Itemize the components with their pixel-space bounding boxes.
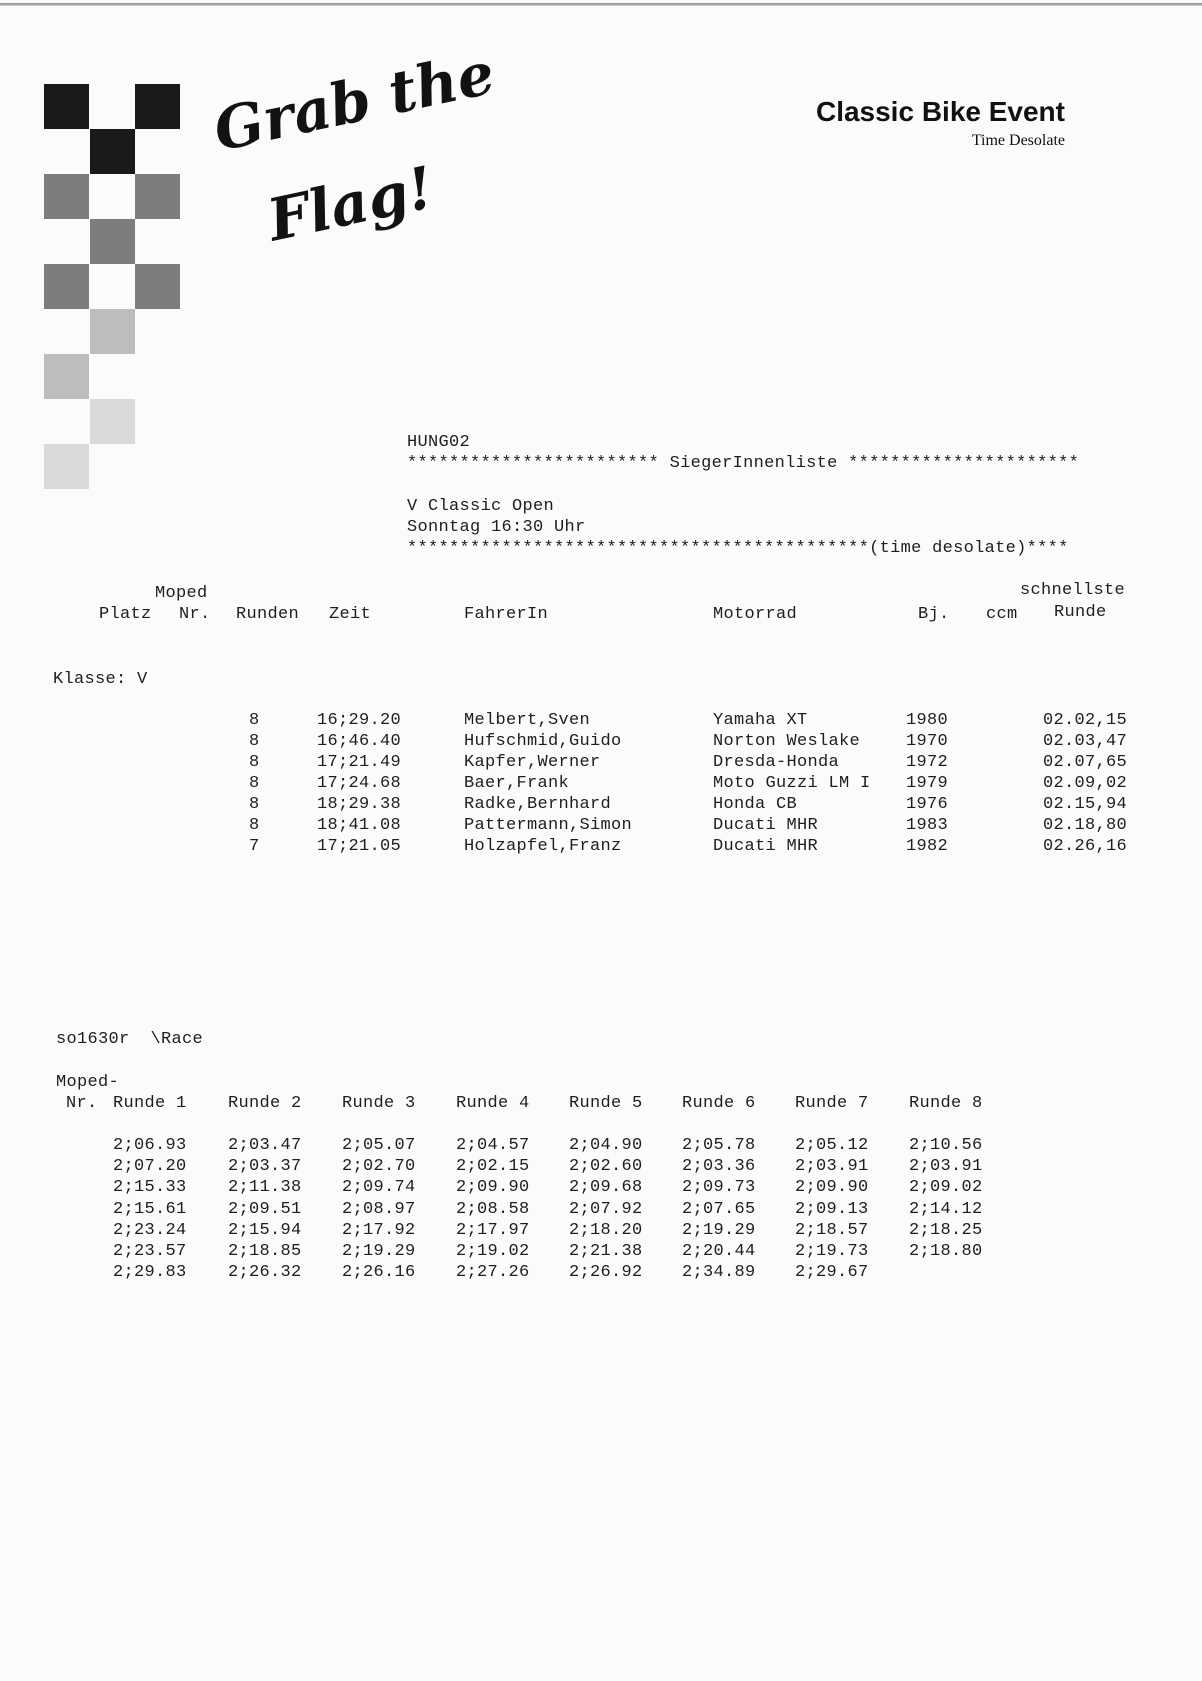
lap-cell-time: 2;19.29	[342, 1242, 416, 1261]
lap-file-label: so1630r \Race	[56, 1030, 204, 1049]
race-name: V Classic Open	[407, 497, 555, 516]
lap-cell-time: 2;09.51	[228, 1199, 302, 1219]
lap-cell-time: 2;11.38	[228, 1178, 302, 1198]
lap-cell-time: 2;09.68	[569, 1178, 643, 1198]
cell-motorrad: Ducati MHR	[713, 816, 819, 835]
lap-cell-time: 2;09.74	[342, 1178, 416, 1198]
lap-cell-time: 2;09.73	[682, 1178, 756, 1198]
cell-motorrad: Moto Guzzi LM I	[713, 774, 871, 793]
lap-cell-time: 2;03.36	[682, 1157, 756, 1177]
lap-cell-time: 2;19.29	[682, 1220, 756, 1240]
lap-cell-time: 2;20.44	[682, 1242, 756, 1261]
lap-cell-time: 2;03.91	[795, 1157, 869, 1177]
footer-label: (time desolate)	[869, 539, 1027, 558]
logo-text-line2: Flag!	[262, 153, 440, 255]
lap-cell-time: 2;08.58	[456, 1199, 530, 1219]
header-moped: Moped	[155, 584, 208, 603]
lap-cell-time: 2;29.83	[113, 1263, 187, 1283]
cell-best-lap: 02.02,15	[1043, 711, 1128, 730]
lap-cell-time: 2;18.25	[909, 1220, 983, 1240]
lap-cell-time: 2;07.65	[682, 1199, 756, 1219]
cell-best-lap: 02.15,94	[1043, 795, 1128, 814]
lap-cell-time: 2;09.90	[795, 1178, 869, 1198]
lap-header-round-5: Runde 5	[569, 1094, 643, 1113]
cell-fahrer: Holzapfel,Franz	[464, 837, 622, 856]
cell-bj: 1983	[906, 816, 949, 835]
cell-motorrad: Dresda-Honda	[713, 753, 840, 772]
header-platz: Platz	[99, 605, 152, 624]
header-zeit: Zeit	[329, 605, 372, 624]
lap-cell-time: 2;10.56	[909, 1136, 983, 1155]
report-footer-line	[407, 539, 1069, 558]
lap-cell-time: 2;26.92	[569, 1263, 643, 1283]
cell-zeit: 16;29.20	[317, 711, 402, 730]
lap-cell-time: 2;02.60	[569, 1157, 643, 1177]
lap-header-round-8: Runde 8	[909, 1094, 983, 1113]
lap-cell-time: 2;04.90	[569, 1136, 643, 1155]
cell-fahrer: Melbert,Sven	[464, 711, 591, 730]
lap-header-round-2: Runde 2	[228, 1094, 302, 1113]
cell-best-lap: 02.26,16	[1043, 837, 1128, 856]
lap-cell-time: 2;02.70	[342, 1157, 416, 1177]
cell-fahrer: Pattermann,Simon	[464, 816, 633, 835]
event-subtitle: Time Desolate	[971, 132, 1065, 149]
lap-cell-time: 2;17.97	[456, 1220, 530, 1240]
header-ccm: ccm	[986, 605, 1018, 624]
banner-stars-right: **********************	[848, 454, 1080, 473]
lap-cell-time: 2;18.20	[569, 1220, 643, 1240]
cell-bj: 1972	[906, 753, 949, 772]
lap-cell-time: 2;06.93	[113, 1136, 187, 1155]
cell-fahrer: Kapfer,Werner	[464, 753, 601, 772]
lap-cell-time: 2;27.26	[456, 1263, 530, 1283]
lap-cell-time: 2;15.94	[228, 1220, 302, 1240]
header-runden: Runden	[236, 605, 300, 624]
lap-cell-time: 2;23.24	[113, 1220, 187, 1240]
lap-header-nr: Nr.	[66, 1094, 98, 1113]
cell-motorrad: Ducati MHR	[713, 837, 819, 856]
lap-cell-time: 2;05.12	[795, 1136, 869, 1155]
cell-runden: 8	[249, 774, 260, 793]
cell-fahrer: Hufschmid,Guido	[464, 732, 622, 751]
lap-cell-time: 2;09.13	[795, 1199, 869, 1219]
footer-tail: ****	[1026, 539, 1069, 558]
header-schnellste: schnellste	[1020, 581, 1126, 600]
lap-cell-time: 2;03.91	[909, 1157, 983, 1177]
lap-cell-time: 2;26.16	[342, 1263, 416, 1283]
header-motorrad: Motorrad	[713, 605, 798, 624]
cell-runden: 8	[249, 795, 260, 814]
lap-cell-time: 2;02.15	[456, 1157, 530, 1177]
cell-best-lap: 02.07,65	[1043, 753, 1128, 772]
lap-cell-time: 2;19.73	[795, 1242, 869, 1261]
banner-title: SiegerInnenliste	[669, 454, 838, 473]
lap-cell-time: 2;21.38	[569, 1242, 643, 1261]
lap-header-round-6: Runde 6	[682, 1094, 756, 1113]
cell-zeit: 18;29.38	[317, 795, 402, 814]
cell-zeit: 17;21.49	[317, 753, 402, 772]
klasse-label: Klasse: V	[53, 670, 148, 689]
cell-zeit: 17;21.05	[317, 837, 402, 856]
cell-motorrad: Honda CB	[713, 795, 798, 814]
header-runde: Runde	[1054, 603, 1107, 622]
report-code: HUNG02	[407, 433, 471, 452]
lap-cell-time: 2;34.89	[682, 1263, 756, 1283]
lap-cell-time: 2;05.78	[682, 1136, 756, 1155]
lap-cell-time: 2;26.32	[228, 1263, 302, 1283]
header-fahrer: FahrerIn	[464, 605, 549, 624]
cell-fahrer: Radke,Bernhard	[464, 795, 612, 814]
lap-cell-time: 2;18.85	[228, 1242, 302, 1261]
lap-cell-time: 2;17.92	[342, 1220, 416, 1240]
lap-cell-time: 2;09.90	[456, 1178, 530, 1198]
cell-best-lap: 02.09,02	[1043, 774, 1128, 793]
cell-zeit: 16;46.40	[317, 732, 402, 751]
event-title: Classic Bike Event	[815, 96, 1065, 127]
page-top-rule	[0, 3, 1202, 6]
lap-cell-time: 2;29.67	[795, 1263, 869, 1283]
report-banner	[407, 454, 1079, 473]
lap-cell-time: 2;07.92	[569, 1199, 643, 1219]
cell-bj: 1976	[906, 795, 949, 814]
lap-cell-time: 2;07.20	[113, 1157, 187, 1177]
lap-cell-time: 2;18.80	[909, 1242, 983, 1261]
lap-cell-time: 2;14.12	[909, 1199, 983, 1219]
cell-runden: 7	[249, 837, 260, 856]
lap-header-round-7: Runde 7	[795, 1094, 869, 1113]
cell-runden: 8	[249, 711, 260, 730]
cell-best-lap: 02.03,47	[1043, 732, 1128, 751]
cell-bj: 1970	[906, 732, 949, 751]
cell-bj: 1979	[906, 774, 949, 793]
lap-cell-time: 2;03.37	[228, 1157, 302, 1177]
lap-cell-time: 2;19.02	[456, 1242, 530, 1261]
race-time: Sonntag 16:30 Uhr	[407, 518, 586, 537]
lap-cell-time: 2;05.07	[342, 1136, 416, 1155]
header-nr: Nr.	[179, 605, 211, 624]
lap-header-round-1: Runde 1	[113, 1094, 187, 1113]
cell-fahrer: Baer,Frank	[464, 774, 570, 793]
banner-stars-left: ************************	[407, 454, 660, 473]
cell-motorrad: Yamaha XT	[713, 711, 808, 730]
lap-header-moped: Moped-	[56, 1073, 120, 1092]
cell-runden: 8	[249, 732, 260, 751]
footer-stars: ********************************************	[407, 539, 870, 558]
cell-runden: 8	[249, 816, 260, 835]
lap-cell-time: 2;15.61	[113, 1199, 187, 1219]
lap-cell-time: 2;18.57	[795, 1220, 869, 1240]
logo-text-line1: Grab the	[208, 38, 501, 165]
header-bj: Bj.	[918, 605, 950, 624]
cell-bj: 1982	[906, 837, 949, 856]
cell-bj: 1980	[906, 711, 949, 730]
cell-zeit: 17;24.68	[317, 774, 402, 793]
cell-motorrad: Norton Weslake	[713, 732, 861, 751]
lap-cell-time: 2;08.97	[342, 1199, 416, 1219]
lap-header-round-3: Runde 3	[342, 1094, 416, 1113]
lap-cell-time: 2;15.33	[113, 1178, 187, 1198]
cell-best-lap: 02.18,80	[1043, 816, 1128, 835]
lap-cell-time: 2;03.47	[228, 1136, 302, 1155]
cell-zeit: 18;41.08	[317, 816, 402, 835]
cell-runden: 8	[249, 753, 260, 772]
lap-cell-time: 2;04.57	[456, 1136, 530, 1155]
lap-header-round-4: Runde 4	[456, 1094, 530, 1113]
lap-cell-time: 2;09.02	[909, 1178, 983, 1198]
lap-cell-time: 2;23.57	[113, 1242, 187, 1261]
